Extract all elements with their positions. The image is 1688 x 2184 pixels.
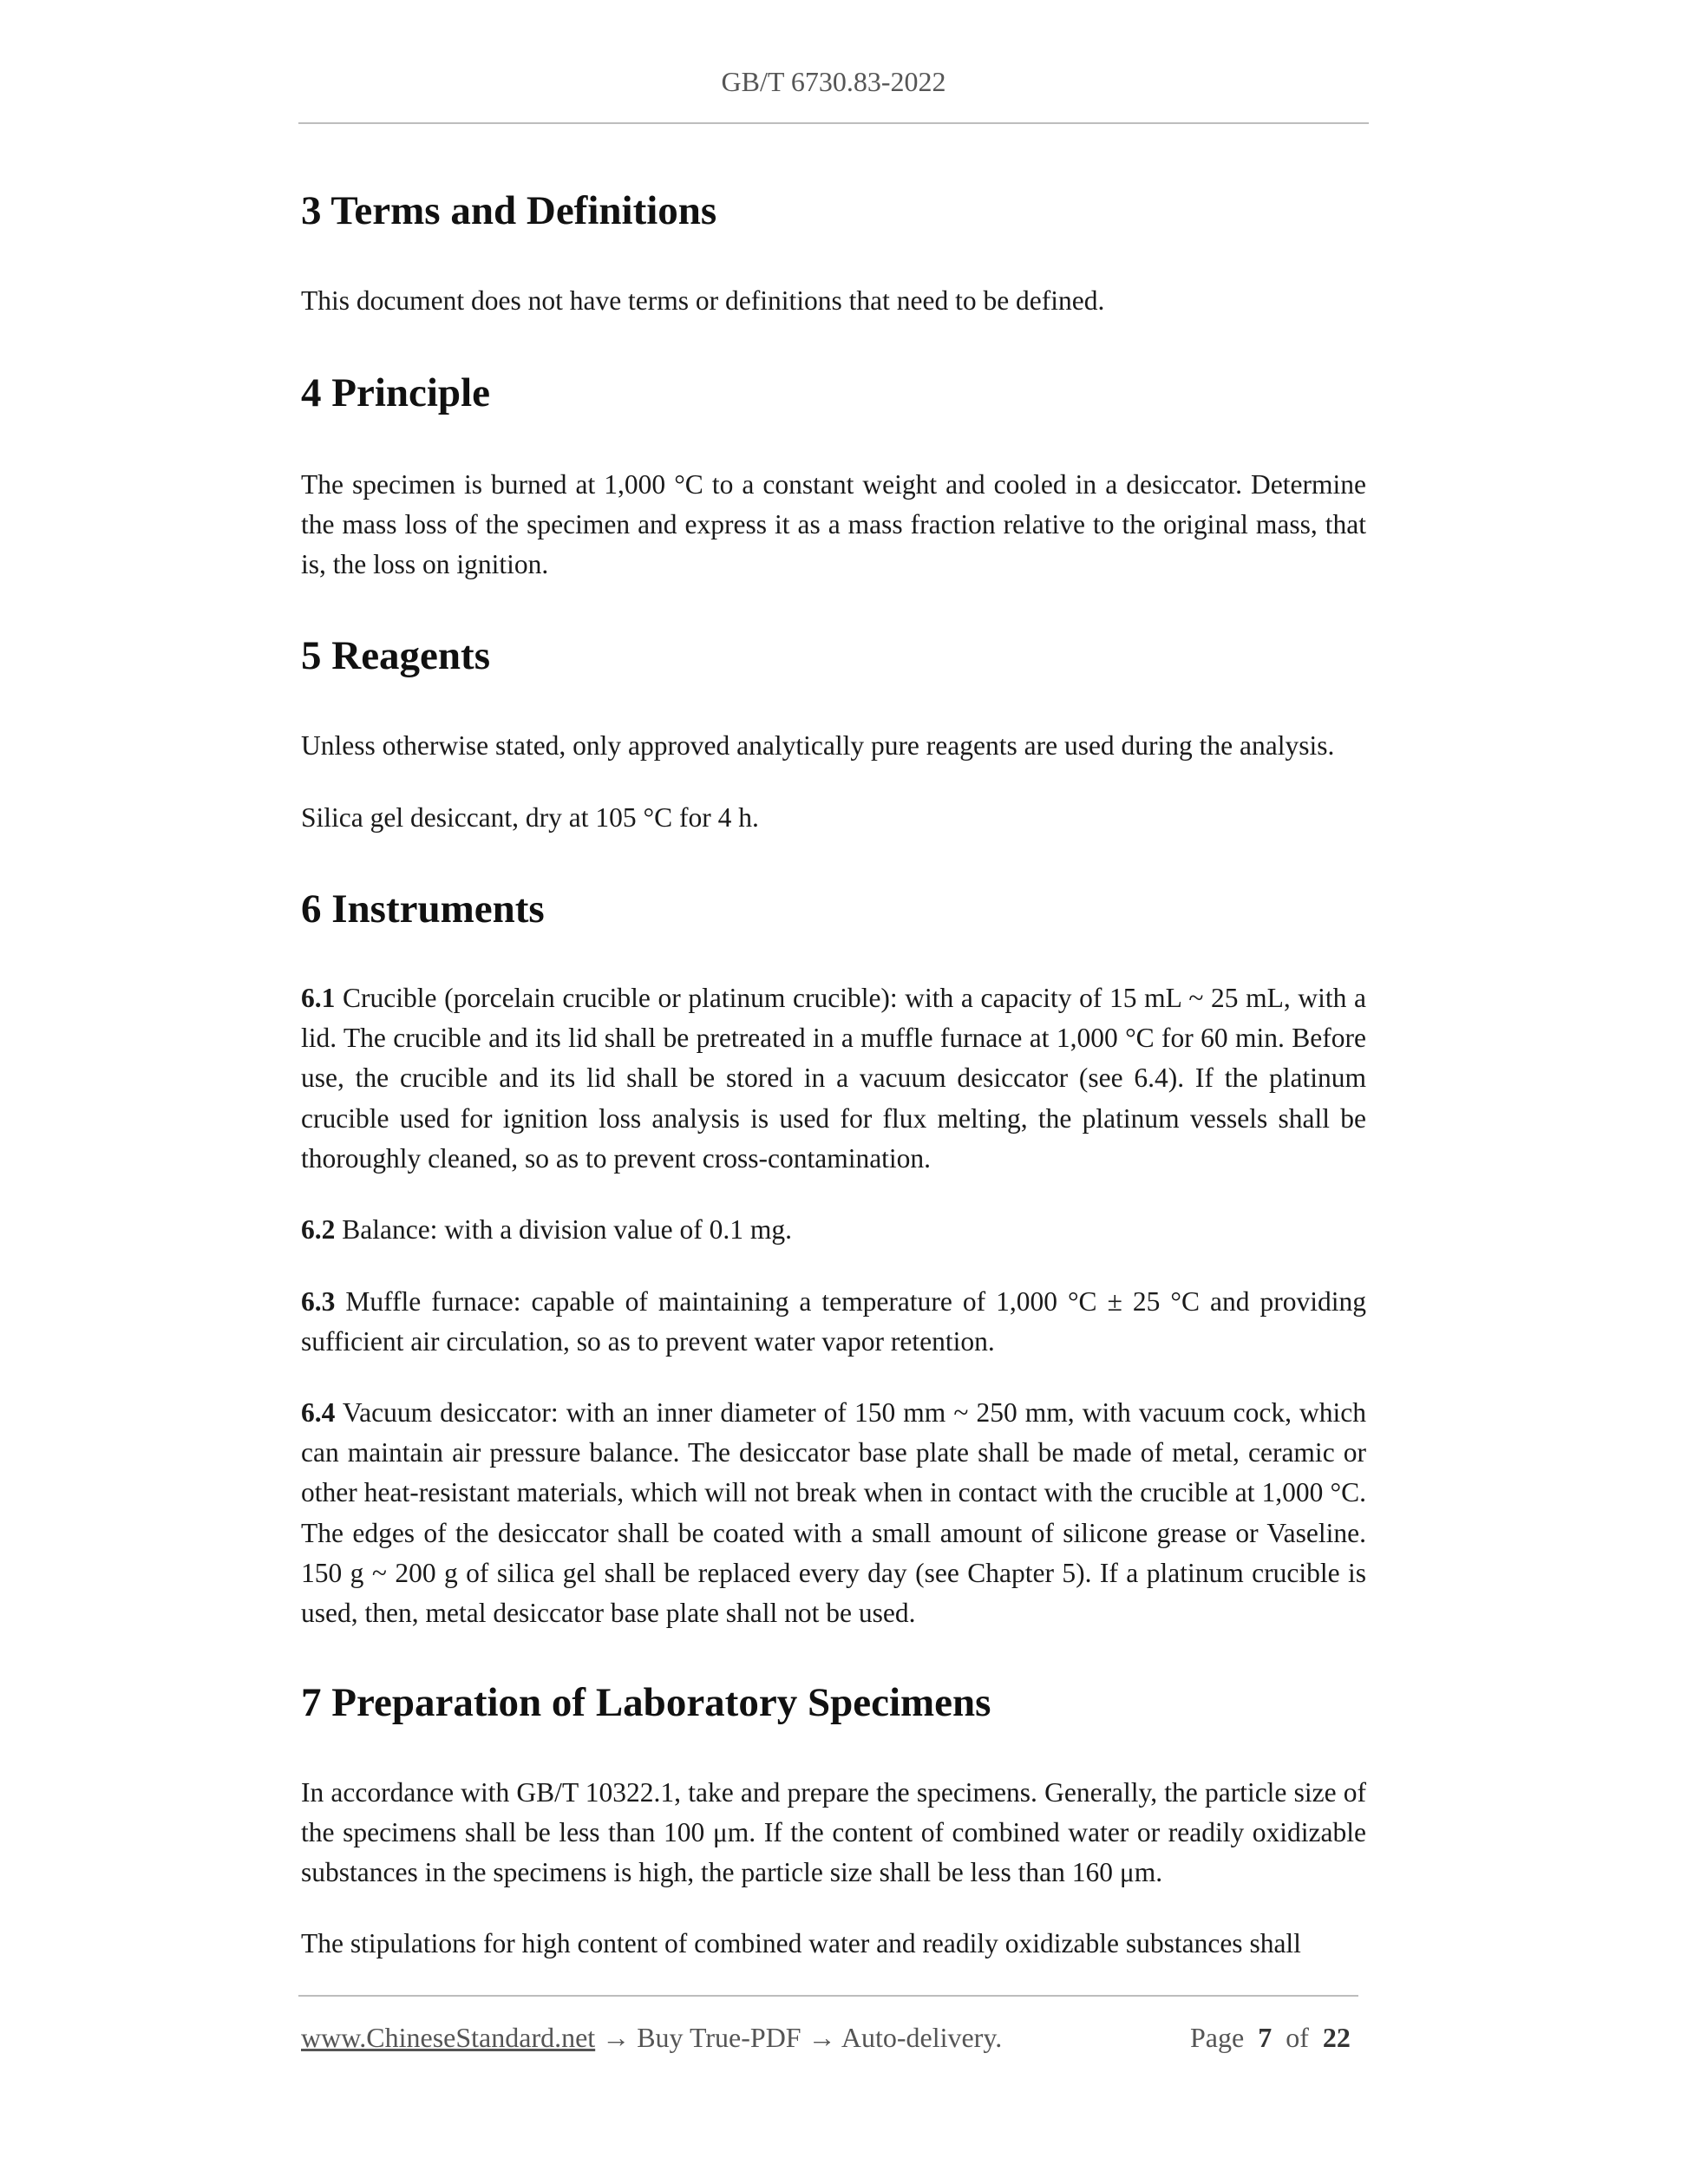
heading-section-3: 3 Terms and Definitions bbox=[301, 188, 717, 233]
website-link[interactable]: www.ChineseStandard.net bbox=[301, 2022, 596, 2053]
clause-6-1 bbox=[301, 978, 1366, 1179]
page-number: 7 bbox=[1258, 2022, 1273, 2053]
clause-number: 6.3 bbox=[301, 1286, 336, 1317]
clause-6-4 bbox=[301, 1393, 1366, 1633]
clause-6-2 bbox=[301, 1210, 1366, 1250]
heading-section-5: 5 Reagents bbox=[301, 633, 490, 678]
header-divider bbox=[298, 122, 1369, 124]
section-5-para-2: Silica gel desiccant, dry at 105 °C for 4 h. bbox=[301, 802, 759, 833]
clause-text: Crucible (porcelain crucible or platinum crucible): with a capacity of 15 mL ~ 25 mL, with a lid. The crucible and its lid shall be pretreated in a muffle furnace at 1,000 °C for 60 min. Before use, the crucible and its lid shall be stored in a vacuum desiccator (see 6.4). If the platinum crucible used for ignition loss analysis is used for flux melting, the platinum vessels shall be thoroughly cleaned, so as to prevent cross-contamination. bbox=[301, 983, 1367, 1174]
of-label: of bbox=[1286, 2022, 1309, 2053]
section-4-text: The specimen is burned at 1,000 °C to a constant weight and cooled in a desiccator. Determine the mass loss of the specimen and express it as a mass fraction relative to the original mass, that is, the loss on ignition. bbox=[301, 469, 1366, 580]
clause-text: Vacuum desiccator: with an inner diameter of 150 mm ~ 250 mm, with vacuum cock, which can maintain air pressure balance. The desiccator base plate shall be made of metal, ceramic or other heat-resistant materials, which will not break when in contact with the crucible at 1,000 °C. The edges of the desiccator shall be coated with a small amount of silicone grease or Vaseline. 150 g ~ 200 g of silica gel shall be replaced every day (see Chapter 5). If a platinum crucible is used, then, metal desiccator base plate shall not be used. bbox=[301, 1397, 1366, 1629]
running-header: GB/T 6730.83-2022 bbox=[721, 66, 946, 97]
clause-number: 6.1 bbox=[301, 983, 336, 1013]
clause-number: 6.4 bbox=[301, 1397, 336, 1428]
heading-section-4: 4 Principle bbox=[301, 370, 490, 415]
section-7-para-1: In accordance with GB/T 10322.1, take and prepare the specimens. Generally, the particle size of the specimens shall be less than 100 μm. If the content of combined water or readily oxidizable substances in the specimens is high, the particle size shall be less than 160 μm. bbox=[301, 1777, 1366, 1888]
heading-section-7: 7 Preparation of Laboratory Specimens bbox=[301, 1680, 991, 1725]
page-indicator bbox=[1190, 2022, 1351, 2054]
footer-links bbox=[301, 2022, 1002, 2054]
heading-section-6: 6 Instruments bbox=[301, 886, 545, 932]
arrow-right-icon: → bbox=[801, 2022, 841, 2053]
clause-number: 6.2 bbox=[301, 1214, 336, 1245]
clause-6-3 bbox=[301, 1282, 1366, 1362]
section-7-para-2: The stipulations for high content of combined water and readily oxidizable substances shall bbox=[301, 1928, 1301, 1958]
buy-pdf-text: Buy True-PDF bbox=[637, 2022, 801, 2053]
footer-divider bbox=[298, 1995, 1358, 1997]
section-5-para-1: Unless otherwise stated, only approved analytically pure reagents are used during the analysis. bbox=[301, 730, 1335, 761]
clause-text: Balance: with a division value of 0.1 mg. bbox=[342, 1214, 793, 1245]
page-label: Page bbox=[1190, 2022, 1245, 2053]
auto-delivery-text: Auto-delivery. bbox=[841, 2022, 1003, 2053]
arrow-right-icon: → bbox=[595, 2022, 638, 2053]
clause-text: Muffle furnace: capable of maintaining a temperature of 1,000 °C ± 25 °C and providing sufficient air circulation, so as to prevent water vapor retention. bbox=[301, 1286, 1366, 1357]
section-3-text: This document does not have terms or definitions that need to be defined. bbox=[301, 285, 1105, 316]
page-total: 22 bbox=[1322, 2022, 1351, 2053]
